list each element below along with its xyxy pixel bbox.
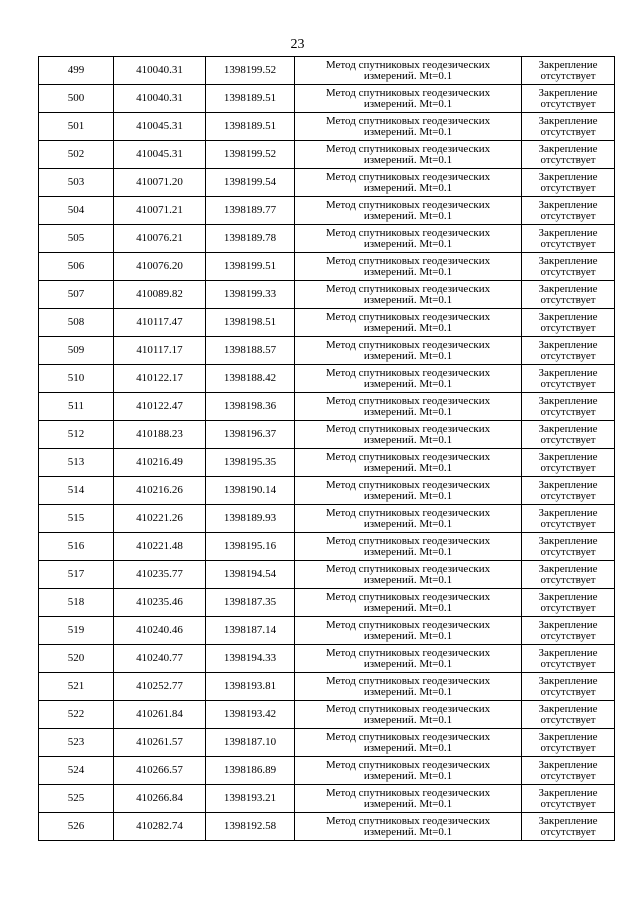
x-coordinate-cell: 410117.17	[114, 337, 206, 365]
point-number-cell: 499	[39, 57, 114, 85]
fixation-status-cell	[522, 589, 615, 617]
x-coordinate-cell: 410261.84	[114, 701, 206, 729]
coordinates-table-body	[39, 57, 615, 841]
x-coordinate-cell: 410252.77	[114, 673, 206, 701]
point-number-cell: 504	[39, 197, 114, 225]
method-text-line: измерений. Mt=0.1	[363, 349, 453, 362]
fixation-status-cell	[522, 449, 615, 477]
y-coordinate-cell: 1398199.33	[206, 281, 295, 309]
y-coordinate-cell: 1398194.54	[206, 561, 295, 589]
y-coordinate-cell: 1398189.51	[206, 113, 295, 141]
fixation-status-cell	[522, 309, 615, 337]
x-coordinate-cell: 410040.31	[114, 85, 206, 113]
fixation-status-line: отсутствует	[540, 741, 596, 754]
table-row	[39, 729, 615, 757]
fixation-status-line: отсутствует	[540, 545, 596, 558]
point-number-cell: 502	[39, 141, 114, 169]
fixation-status-line: Закрепление	[538, 86, 598, 99]
x-coordinate-cell: 410240.77	[114, 645, 206, 673]
method-text-line: измерений. Mt=0.1	[363, 405, 453, 418]
method-text-line: Метод спутниковых геодезических	[325, 730, 491, 743]
x-coordinate-cell: 410216.26	[114, 477, 206, 505]
method-text-line: измерений. Mt=0.1	[363, 769, 453, 782]
fixation-status-line: отсутствует	[540, 349, 596, 362]
fixation-status-line: отсутствует	[540, 153, 596, 166]
point-number-cell: 500	[39, 85, 114, 113]
fixation-status-cell	[522, 113, 615, 141]
fixation-status-line: Закрепление	[538, 478, 598, 491]
table-row	[39, 813, 615, 841]
fixation-status-line: Закрепление	[538, 366, 598, 379]
method-text-line: Метод спутниковых геодезических	[325, 758, 491, 771]
method-text-line: измерений. Mt=0.1	[363, 321, 453, 334]
fixation-status-cell	[522, 533, 615, 561]
method-text-line: измерений. Mt=0.1	[363, 825, 453, 838]
x-coordinate-cell: 410076.20	[114, 253, 206, 281]
method-cell	[295, 421, 522, 449]
fixation-status-line: отсутствует	[540, 265, 596, 278]
point-number-cell: 511	[39, 393, 114, 421]
method-cell	[295, 113, 522, 141]
point-number-cell: 505	[39, 225, 114, 253]
method-text-line: измерений. Mt=0.1	[363, 209, 453, 222]
fixation-status-line: Закрепление	[538, 198, 598, 211]
point-number-cell: 510	[39, 365, 114, 393]
method-text-line: Метод спутниковых геодезических	[325, 254, 491, 267]
y-coordinate-cell: 1398195.35	[206, 449, 295, 477]
method-cell	[295, 813, 522, 841]
method-text-line: измерений. Mt=0.1	[363, 69, 453, 82]
method-text-line: Метод спутниковых геодезических	[325, 814, 491, 827]
method-text-line: Метод спутниковых геодезических	[325, 366, 491, 379]
x-coordinate-cell: 410089.82	[114, 281, 206, 309]
method-cell	[295, 701, 522, 729]
fixation-status-line: отсутствует	[540, 825, 596, 838]
table-row	[39, 449, 615, 477]
method-text-line: Метод спутниковых геодезических	[325, 478, 491, 491]
table-row	[39, 309, 615, 337]
fixation-status-line: отсутствует	[540, 433, 596, 446]
fixation-status-line: Закрепление	[538, 142, 598, 155]
y-coordinate-cell: 1398198.36	[206, 393, 295, 421]
table-row	[39, 701, 615, 729]
point-number-cell: 524	[39, 757, 114, 785]
table-row	[39, 225, 615, 253]
method-text-line: измерений. Mt=0.1	[363, 97, 453, 110]
fixation-status-cell	[522, 813, 615, 841]
method-text-line: Метод спутниковых геодезических	[325, 786, 491, 799]
fixation-status-line: отсутствует	[540, 517, 596, 530]
method-text-line: измерений. Mt=0.1	[363, 489, 453, 502]
table-row	[39, 337, 615, 365]
y-coordinate-cell: 1398199.54	[206, 169, 295, 197]
fixation-status-cell	[522, 421, 615, 449]
fixation-status-line: Закрепление	[538, 282, 598, 295]
method-text-line: измерений. Mt=0.1	[363, 685, 453, 698]
point-number-cell: 508	[39, 309, 114, 337]
point-number-cell: 512	[39, 421, 114, 449]
point-number-cell: 501	[39, 113, 114, 141]
point-number-cell: 521	[39, 673, 114, 701]
fixation-status-line: Закрепление	[538, 114, 598, 127]
x-coordinate-cell: 410235.46	[114, 589, 206, 617]
fixation-status-line: Закрепление	[538, 674, 598, 687]
fixation-status-line: Закрепление	[538, 170, 598, 183]
fixation-status-line: Закрепление	[538, 450, 598, 463]
fixation-status-line: отсутствует	[540, 209, 596, 222]
method-cell	[295, 85, 522, 113]
x-coordinate-cell: 410122.47	[114, 393, 206, 421]
y-coordinate-cell: 1398193.81	[206, 673, 295, 701]
fixation-status-cell	[522, 253, 615, 281]
method-text-line: Метод спутниковых геодезических	[325, 702, 491, 715]
fixation-status-cell	[522, 85, 615, 113]
fixation-status-line: Закрепление	[538, 590, 598, 603]
method-text-line: Метод спутниковых геодезических	[325, 58, 491, 71]
fixation-status-cell	[522, 281, 615, 309]
y-coordinate-cell: 1398190.14	[206, 477, 295, 505]
method-text-line: измерений. Mt=0.1	[363, 293, 453, 306]
method-text-line: Метод спутниковых геодезических	[325, 562, 491, 575]
y-coordinate-cell: 1398192.58	[206, 813, 295, 841]
fixation-status-line: отсутствует	[540, 461, 596, 474]
method-cell	[295, 477, 522, 505]
point-number-cell: 522	[39, 701, 114, 729]
method-cell	[295, 505, 522, 533]
method-text-line: Метод спутниковых геодезических	[325, 282, 491, 295]
table-row	[39, 57, 615, 85]
method-text-line: измерений. Mt=0.1	[363, 433, 453, 446]
fixation-status-line: Закрепление	[538, 226, 598, 239]
method-text-line: Метод спутниковых геодезических	[325, 618, 491, 631]
method-text-line: измерений. Mt=0.1	[363, 657, 453, 670]
fixation-status-line: отсутствует	[540, 377, 596, 390]
fixation-status-line: Закрепление	[538, 646, 598, 659]
y-coordinate-cell: 1398187.14	[206, 617, 295, 645]
fixation-status-line: Закрепление	[538, 394, 598, 407]
method-text-line: измерений. Mt=0.1	[363, 181, 453, 194]
point-number-cell: 523	[39, 729, 114, 757]
table-row	[39, 561, 615, 589]
x-coordinate-cell: 410282.74	[114, 813, 206, 841]
fixation-status-line: отсутствует	[540, 321, 596, 334]
fixation-status-line: отсутствует	[540, 405, 596, 418]
fixation-status-line: отсутствует	[540, 685, 596, 698]
method-text-line: Метод спутниковых геодезических	[325, 506, 491, 519]
table-row	[39, 393, 615, 421]
table-row	[39, 365, 615, 393]
method-text-line: Метод спутниковых геодезических	[325, 198, 491, 211]
x-coordinate-cell: 410216.49	[114, 449, 206, 477]
method-text-line: Метод спутниковых геодезических	[325, 646, 491, 659]
method-text-line: измерений. Mt=0.1	[363, 741, 453, 754]
table-row	[39, 645, 615, 673]
x-coordinate-cell: 410221.26	[114, 505, 206, 533]
method-text-line: Метод спутниковых геодезических	[325, 310, 491, 323]
fixation-status-cell	[522, 169, 615, 197]
table-row	[39, 617, 615, 645]
fixation-status-cell	[522, 337, 615, 365]
x-coordinate-cell: 410261.57	[114, 729, 206, 757]
fixation-status-cell	[522, 757, 615, 785]
method-text-line: Метод спутниковых геодезических	[325, 338, 491, 351]
fixation-status-cell	[522, 673, 615, 701]
fixation-status-line: Закрепление	[538, 618, 598, 631]
point-number-cell: 517	[39, 561, 114, 589]
fixation-status-line: отсутствует	[540, 601, 596, 614]
x-coordinate-cell: 410266.57	[114, 757, 206, 785]
y-coordinate-cell: 1398195.16	[206, 533, 295, 561]
method-text-line: измерений. Mt=0.1	[363, 265, 453, 278]
method-text-line: Метод спутниковых геодезических	[325, 450, 491, 463]
fixation-status-cell	[522, 225, 615, 253]
method-cell	[295, 645, 522, 673]
method-cell	[295, 449, 522, 477]
fixation-status-line: Закрепление	[538, 254, 598, 267]
fixation-status-line: Закрепление	[538, 58, 598, 71]
method-cell	[295, 281, 522, 309]
method-text-line: измерений. Mt=0.1	[363, 461, 453, 474]
fixation-status-line: отсутствует	[540, 713, 596, 726]
method-text-line: измерений. Mt=0.1	[363, 125, 453, 138]
fixation-status-line: отсутствует	[540, 797, 596, 810]
fixation-status-cell	[522, 57, 615, 85]
method-cell	[295, 393, 522, 421]
fixation-status-line: Закрепление	[538, 814, 598, 827]
method-cell	[295, 533, 522, 561]
point-number-cell: 519	[39, 617, 114, 645]
point-number-cell: 515	[39, 505, 114, 533]
x-coordinate-cell: 410040.31	[114, 57, 206, 85]
method-text-line: Метод спутниковых геодезических	[325, 422, 491, 435]
method-cell	[295, 589, 522, 617]
fixation-status-cell	[522, 505, 615, 533]
method-cell	[295, 617, 522, 645]
method-cell	[295, 337, 522, 365]
method-cell	[295, 561, 522, 589]
point-number-cell: 503	[39, 169, 114, 197]
x-coordinate-cell: 410071.20	[114, 169, 206, 197]
fixation-status-line: отсутствует	[540, 97, 596, 110]
fixation-status-line: Закрепление	[538, 534, 598, 547]
fixation-status-line: отсутствует	[540, 181, 596, 194]
y-coordinate-cell: 1398196.37	[206, 421, 295, 449]
table-row	[39, 757, 615, 785]
fixation-status-line: Закрепление	[538, 338, 598, 351]
fixation-status-line: отсутствует	[540, 629, 596, 642]
table-row	[39, 141, 615, 169]
table-row	[39, 281, 615, 309]
table-row	[39, 85, 615, 113]
y-coordinate-cell: 1398198.51	[206, 309, 295, 337]
method-cell	[295, 253, 522, 281]
table-row	[39, 673, 615, 701]
method-cell	[295, 673, 522, 701]
method-text-line: измерений. Mt=0.1	[363, 713, 453, 726]
fixation-status-cell	[522, 365, 615, 393]
method-text-line: измерений. Mt=0.1	[363, 601, 453, 614]
x-coordinate-cell: 410071.21	[114, 197, 206, 225]
y-coordinate-cell: 1398186.89	[206, 757, 295, 785]
point-number-cell: 525	[39, 785, 114, 813]
y-coordinate-cell: 1398188.42	[206, 365, 295, 393]
method-text-line: измерений. Mt=0.1	[363, 237, 453, 250]
method-cell	[295, 57, 522, 85]
method-text-line: Метод спутниковых геодезических	[325, 226, 491, 239]
table-row	[39, 253, 615, 281]
table-row	[39, 505, 615, 533]
fixation-status-cell	[522, 197, 615, 225]
y-coordinate-cell: 1398199.52	[206, 141, 295, 169]
y-coordinate-cell: 1398199.51	[206, 253, 295, 281]
method-text-line: Метод спутниковых геодезических	[325, 534, 491, 547]
point-number-cell: 509	[39, 337, 114, 365]
fixation-status-line: Закрепление	[538, 758, 598, 771]
method-text-line: измерений. Mt=0.1	[363, 629, 453, 642]
fixation-status-line: отсутствует	[540, 657, 596, 670]
table-row	[39, 785, 615, 813]
method-cell	[295, 169, 522, 197]
page-number: 23	[290, 37, 305, 52]
y-coordinate-cell: 1398188.57	[206, 337, 295, 365]
fixation-status-cell	[522, 561, 615, 589]
x-coordinate-cell: 410122.17	[114, 365, 206, 393]
y-coordinate-cell: 1398189.78	[206, 225, 295, 253]
x-coordinate-cell: 410266.84	[114, 785, 206, 813]
fixation-status-cell	[522, 393, 615, 421]
table-row	[39, 533, 615, 561]
method-text-line: измерений. Mt=0.1	[363, 153, 453, 166]
point-number-cell: 513	[39, 449, 114, 477]
method-text-line: измерений. Mt=0.1	[363, 545, 453, 558]
x-coordinate-cell: 410240.46	[114, 617, 206, 645]
point-number-cell: 520	[39, 645, 114, 673]
method-cell	[295, 785, 522, 813]
y-coordinate-cell: 1398199.52	[206, 57, 295, 85]
x-coordinate-cell: 410076.21	[114, 225, 206, 253]
x-coordinate-cell: 410235.77	[114, 561, 206, 589]
method-text-line: Метод спутниковых геодезических	[325, 590, 491, 603]
y-coordinate-cell: 1398187.35	[206, 589, 295, 617]
x-coordinate-cell: 410221.48	[114, 533, 206, 561]
method-text-line: Метод спутниковых геодезических	[325, 86, 491, 99]
method-cell	[295, 729, 522, 757]
fixation-status-cell	[522, 785, 615, 813]
method-text-line: измерений. Mt=0.1	[363, 797, 453, 810]
point-number-cell: 516	[39, 533, 114, 561]
x-coordinate-cell: 410117.47	[114, 309, 206, 337]
method-cell	[295, 141, 522, 169]
fixation-status-line: отсутствует	[540, 293, 596, 306]
y-coordinate-cell: 1398194.33	[206, 645, 295, 673]
fixation-status-line: отсутствует	[540, 769, 596, 782]
fixation-status-cell	[522, 645, 615, 673]
fixation-status-line: Закрепление	[538, 730, 598, 743]
fixation-status-cell	[522, 141, 615, 169]
fixation-status-line: отсутствует	[540, 69, 596, 82]
x-coordinate-cell: 410045.31	[114, 141, 206, 169]
y-coordinate-cell: 1398189.51	[206, 85, 295, 113]
fixation-status-line: Закрепление	[538, 786, 598, 799]
y-coordinate-cell: 1398193.21	[206, 785, 295, 813]
fixation-status-line: отсутствует	[540, 573, 596, 586]
table-row	[39, 477, 615, 505]
method-text-line: измерений. Mt=0.1	[363, 517, 453, 530]
table-row	[39, 113, 615, 141]
method-cell	[295, 225, 522, 253]
method-cell	[295, 365, 522, 393]
table-row	[39, 589, 615, 617]
fixation-status-line: отсутствует	[540, 237, 596, 250]
fixation-status-cell	[522, 617, 615, 645]
method-text-line: Метод спутниковых геодезических	[325, 674, 491, 687]
fixation-status-line: Закрепление	[538, 562, 598, 575]
fixation-status-cell	[522, 701, 615, 729]
table-row	[39, 169, 615, 197]
coordinates-table	[38, 56, 615, 841]
y-coordinate-cell: 1398193.42	[206, 701, 295, 729]
table-row	[39, 197, 615, 225]
point-number-cell: 526	[39, 813, 114, 841]
method-text-line: Метод спутниковых геодезических	[325, 114, 491, 127]
point-number-cell: 507	[39, 281, 114, 309]
fixation-status-line: Закрепление	[538, 422, 598, 435]
fixation-status-line: Закрепление	[538, 702, 598, 715]
y-coordinate-cell: 1398189.77	[206, 197, 295, 225]
method-text-line: измерений. Mt=0.1	[363, 573, 453, 586]
point-number-cell: 518	[39, 589, 114, 617]
fixation-status-line: отсутствует	[540, 489, 596, 502]
point-number-cell: 506	[39, 253, 114, 281]
y-coordinate-cell: 1398187.10	[206, 729, 295, 757]
method-cell	[295, 197, 522, 225]
method-text-line: Метод спутниковых геодезических	[325, 394, 491, 407]
x-coordinate-cell: 410188.23	[114, 421, 206, 449]
fixation-status-cell	[522, 477, 615, 505]
method-text-line: Метод спутниковых геодезических	[325, 170, 491, 183]
fixation-status-line: отсутствует	[540, 125, 596, 138]
y-coordinate-cell: 1398189.93	[206, 505, 295, 533]
x-coordinate-cell: 410045.31	[114, 113, 206, 141]
fixation-status-line: Закрепление	[538, 506, 598, 519]
table-row	[39, 421, 615, 449]
method-text-line: измерений. Mt=0.1	[363, 377, 453, 390]
point-number-cell: 514	[39, 477, 114, 505]
method-cell	[295, 309, 522, 337]
method-cell	[295, 757, 522, 785]
method-text-line: Метод спутниковых геодезических	[325, 142, 491, 155]
fixation-status-line: Закрепление	[538, 310, 598, 323]
fixation-status-cell	[522, 729, 615, 757]
